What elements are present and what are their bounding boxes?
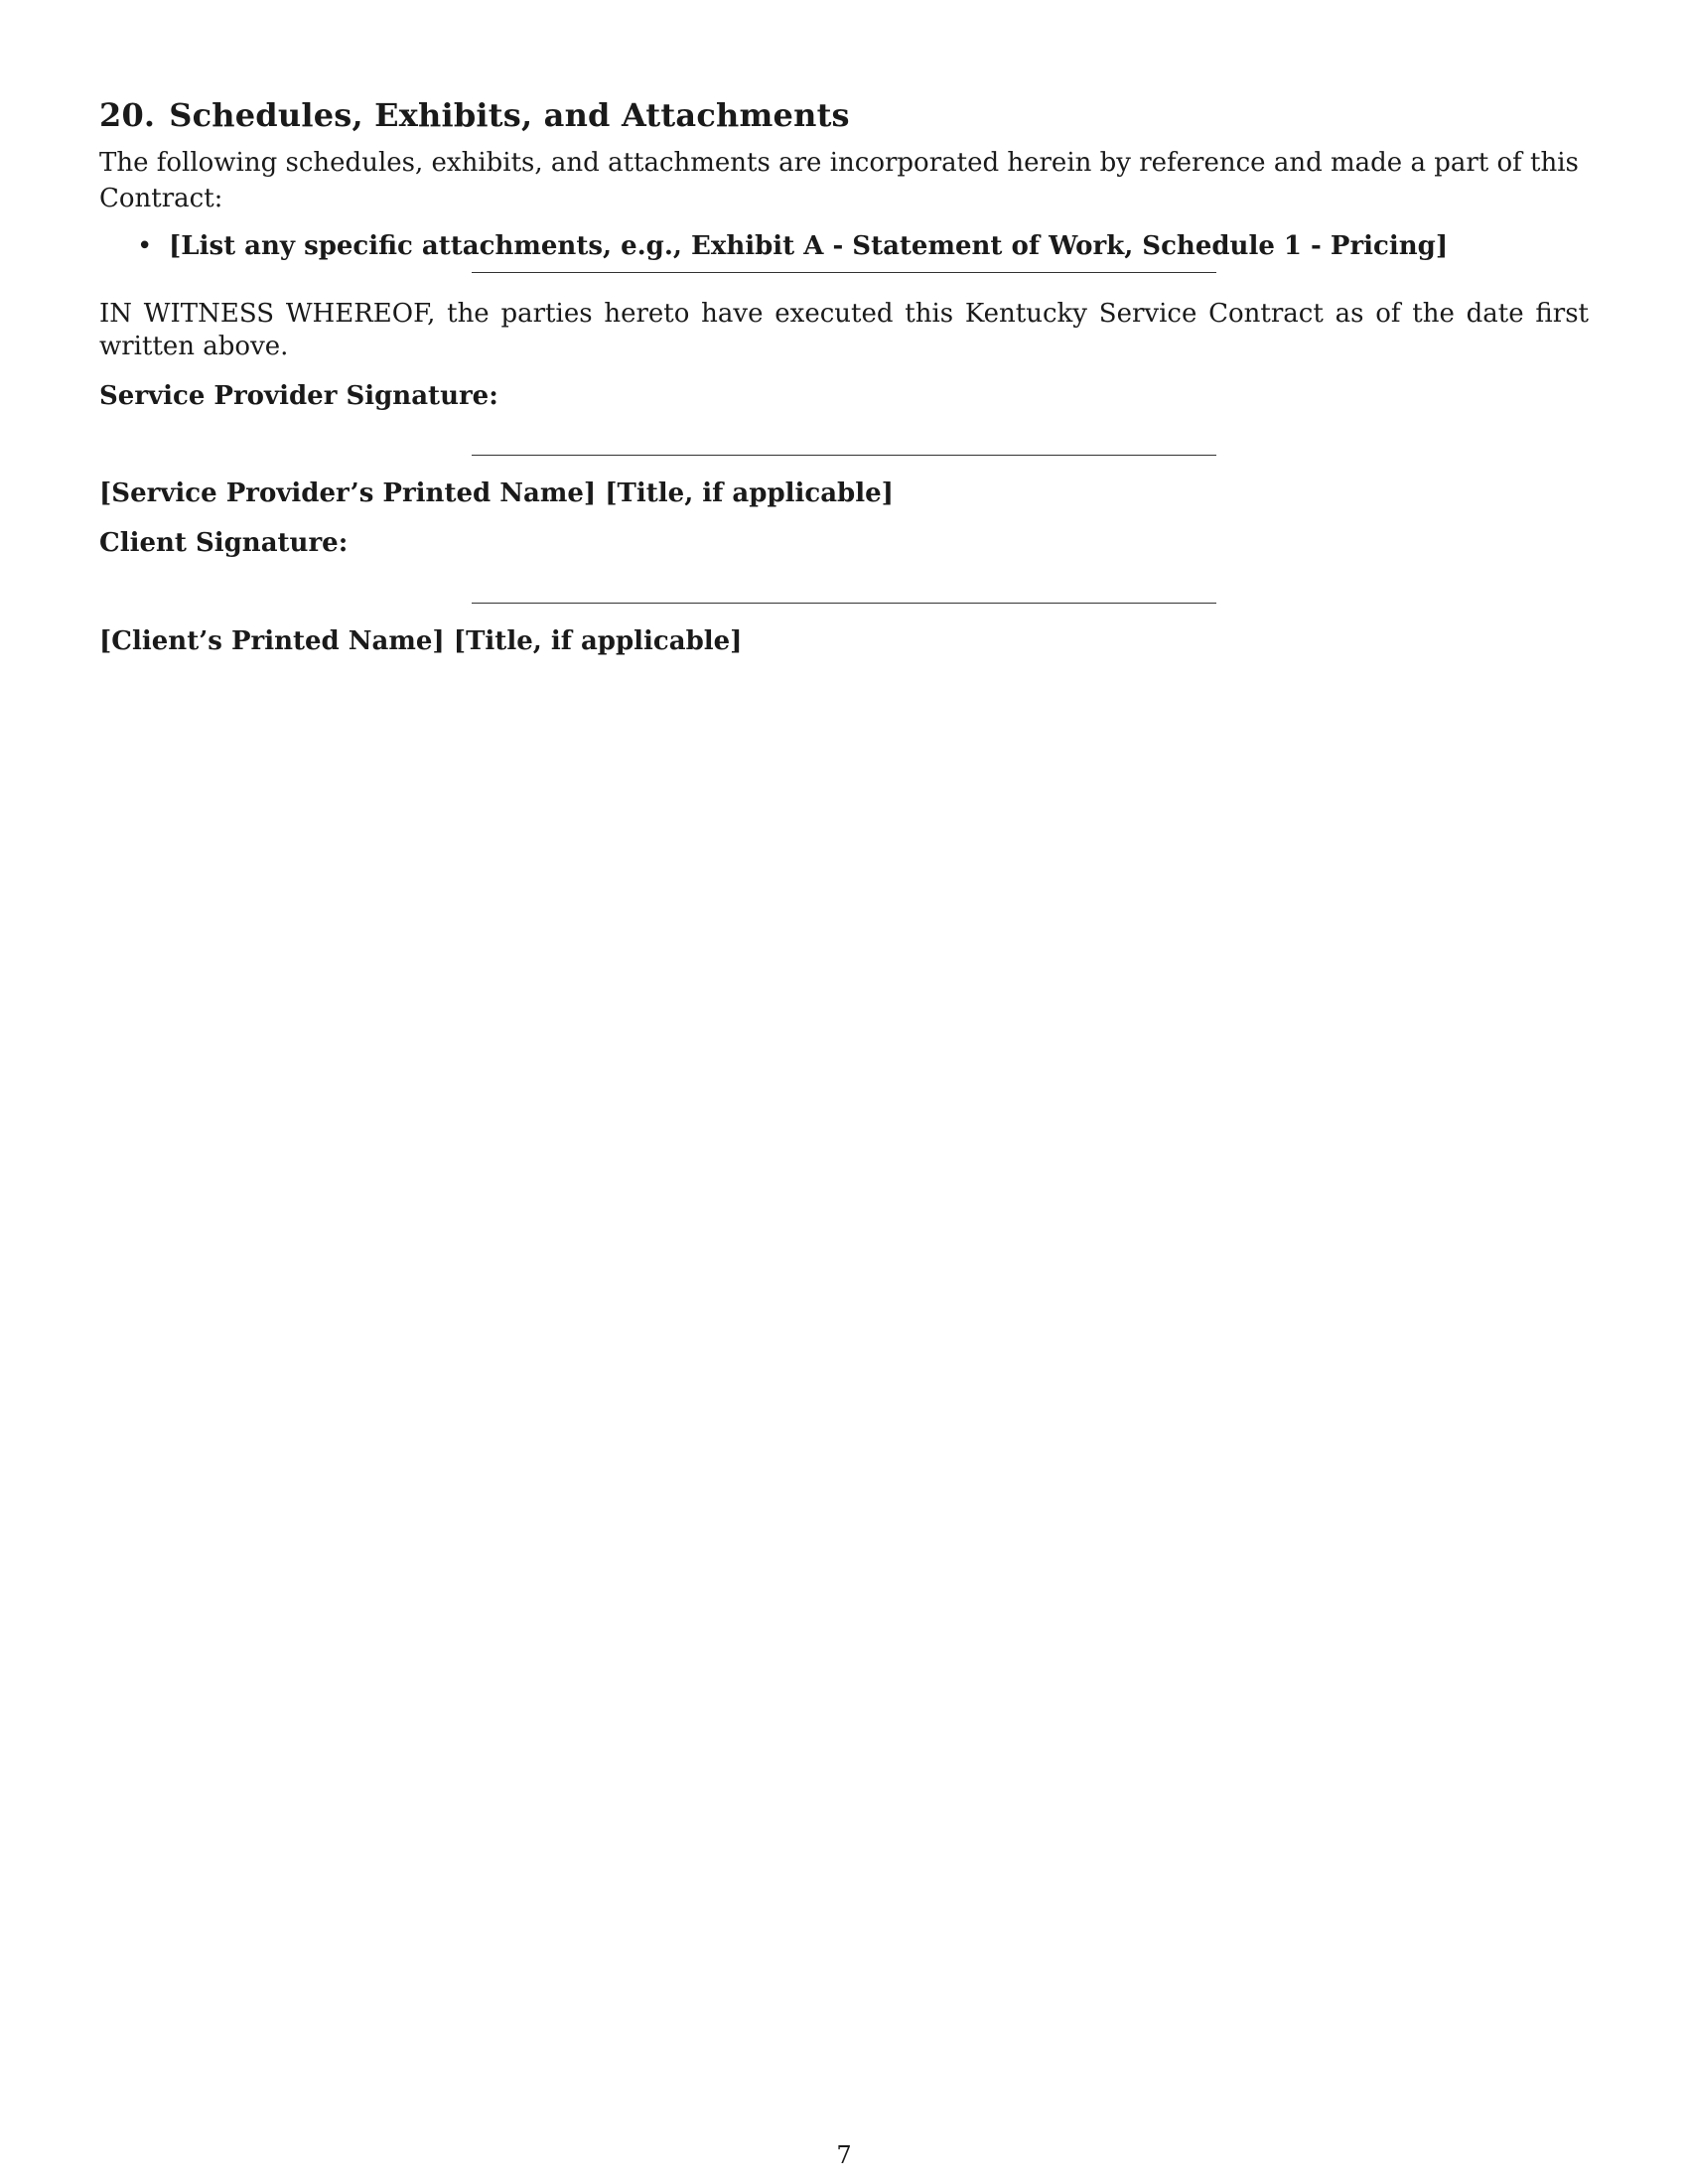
page-number: 7 — [836, 2141, 852, 2169]
section-intro: The following schedules, exhibits, and attachments are incorporated herein by reference and made a part of this Contract: — [99, 148, 1579, 213]
section-divider — [472, 272, 1216, 273]
client-signature-label: Client Signature: — [99, 528, 349, 558]
list-item — [137, 228, 1589, 264]
bullet-icon: • — [137, 231, 153, 261]
section-heading — [99, 95, 1589, 135]
section-title: Schedules, Exhibits, and Attachments — [169, 96, 850, 134]
witness-statement: IN WITNESS WHEREOF, the parties hereto have executed this Kentucky Service Contract as of the date first written above. — [99, 299, 1589, 361]
attachment-placeholder: [List any specific attachments, e.g., Exhibit A - Statement of Work, Schedule 1 - Pricing] — [169, 231, 1449, 261]
provider-signature-label: Service Provider Signature: — [99, 381, 498, 411]
section-number: 20. — [99, 96, 156, 134]
document-page — [99, 95, 1589, 656]
provider-signature-line — [472, 455, 1216, 456]
client-printed-name: [Client’s Printed Name] [Title, if applicable] — [99, 626, 743, 656]
attachments-list — [99, 228, 1589, 264]
provider-printed-name: [Service Provider’s Printed Name] [Title, if applicable] — [99, 478, 894, 508]
client-signature-line — [472, 603, 1216, 604]
